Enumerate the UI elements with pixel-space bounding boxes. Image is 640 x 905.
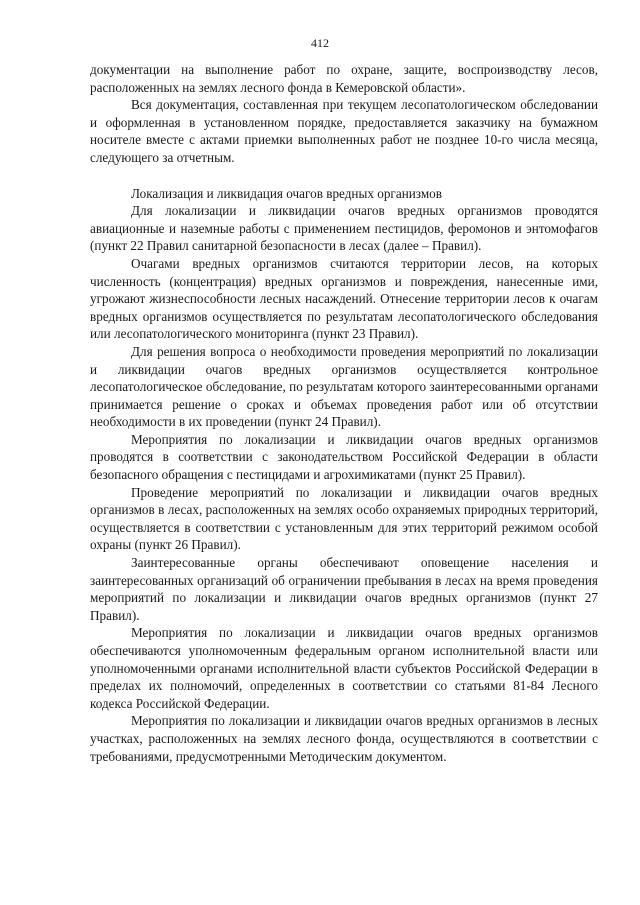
paragraph: Мероприятия по локализации и ликвидации очагов вредных организмов проводятся в соответствии с законодательством Российской Федерации в области безопасного обращения с пестицидами и агрохимикатами (пункт 25 Правил). (90, 431, 598, 483)
paragraph: документации на выполнение работ по охране, защите, воспроизводству лесов, расположенных на землях лесного фонда в Кемеровской области». (90, 62, 598, 95)
paragraph: Мероприятия по локализации и ликвидации очагов вредных организмов обеспечиваются уполномоченным федеральным органом исполнительной власти или уполномоченными органами исполнительной власти субъектов Российской Федерации в пределах их полномочий, определенных в соответствии со статьями 81-84 Лесного кодекса Российской Федерации. (90, 625, 598, 711)
paragraph: Вся документация, составленная при текущем лесопатологическом обследовании и оформленная в установленном порядке, предоставляется заказчику на бумажном носителе вместе с актами приемки выполненных работ не позднее 10-го числа месяца, следующего за отчетным. (90, 97, 598, 165)
paragraph: Проведение мероприятий по локализации и ликвидации очагов вредных организмов в лесах, расположенных на землях особо охраняемых природных территорий, осуществляется в соответствии с установленным для этих территорий режимом особой охраны (пункт 26 Правил). (90, 484, 598, 553)
paragraph: Заинтересованные органы обеспечивают оповещение населения и заинтересованных организаций об ограничении пребывания в лесах на время проведения мероприятий по локализации и ликвидации очагов вредных организмов (пункт 27 Правил). (90, 555, 598, 623)
paragraph: Для локализации и ликвидации очагов вредных организмов проводятся авиационные и наземные работы с применением пестицидов, феромонов и энтомофагов (пункт 22 Правил санитарной безопасности в лесах (далее – Правил). (90, 203, 598, 254)
paragraph: Очагами вредных организмов считаются территории лесов, на которых численность (концентрация) вредных организмов и повреждения, нанесенные ими, угрожают жизнеспособности лесных насаждений. Отнесение территории лесов к очагам вредных организмов осуществляется по результатам лесопатологического обследования или лесопатологического мониторинга (пункт 23 Правил). (90, 255, 598, 342)
paragraph: Для решения вопроса о необходимости проведения мероприятий по локализации и ликвидации очагов вредных организмов осуществляется контрольное лесопатологическое обследование, по результатам которого заинтересованными органами принимается решение о сроках и объемах проведения работ или об отсутствии необходимости в их проведении (пункт 24 Правил). (90, 343, 598, 430)
paragraph: Мероприятия по локализации и ликвидации очагов вредных организмов в лесных участках, расположенных на землях лесного фонда, осуществляются в соответствии с требованиями, предусмотренными Методическим документом. (90, 713, 598, 764)
page-number: 412 (311, 36, 329, 50)
document-body (90, 61, 598, 765)
section-heading: Локализация и ликвидация очагов вредных организмов (131, 185, 442, 201)
